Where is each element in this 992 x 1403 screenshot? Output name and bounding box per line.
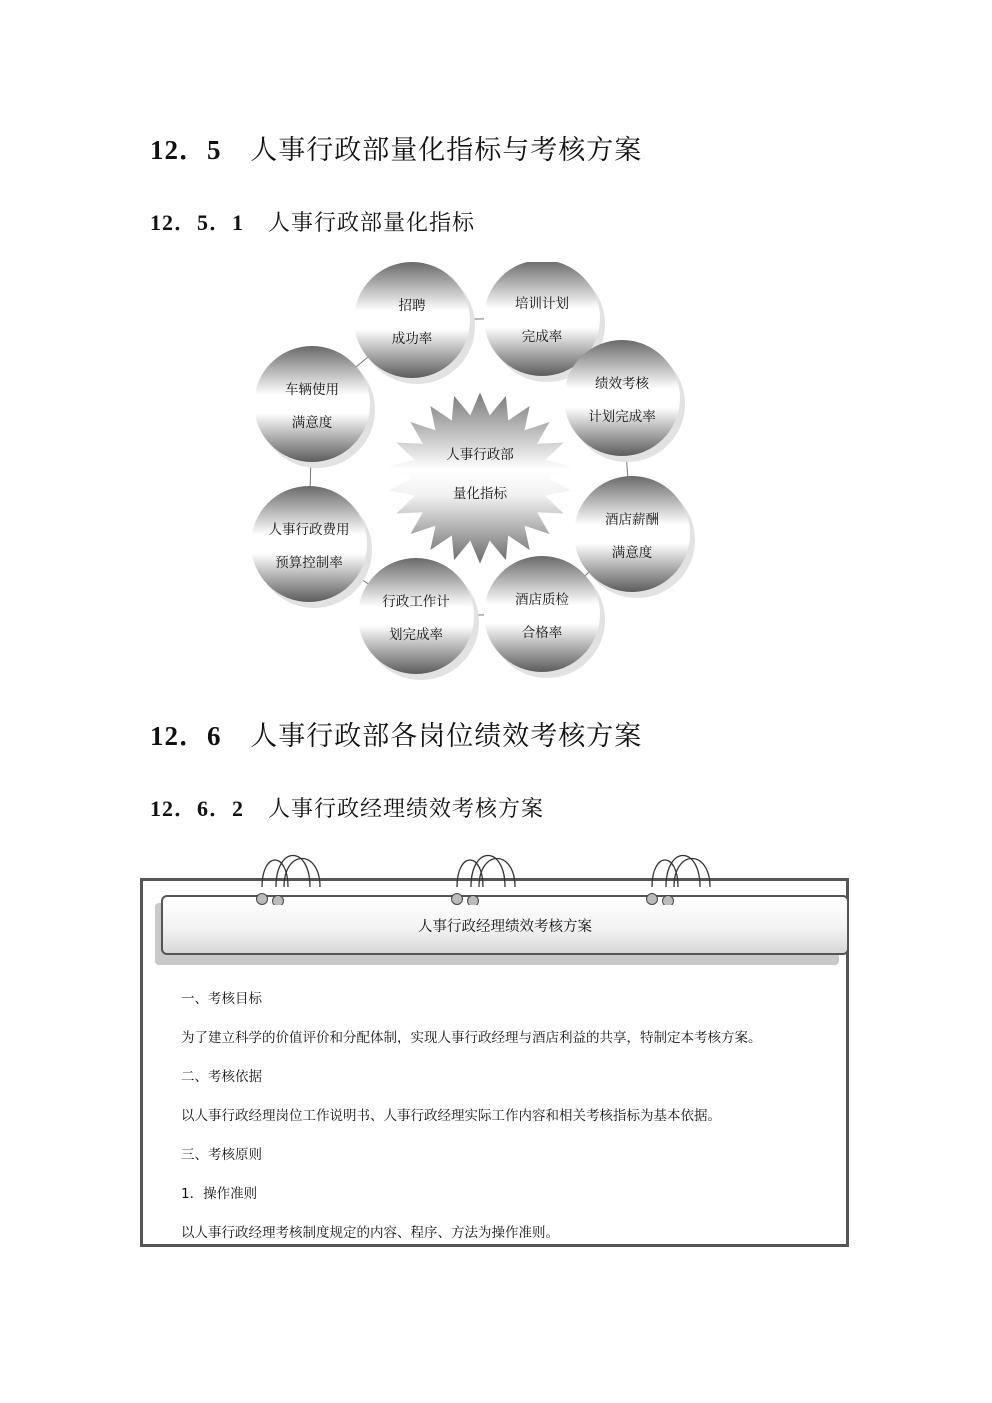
heading-number: 12．6．2 [150, 796, 245, 821]
kpi-node [564, 340, 685, 462]
section-2-text: 以人事行政经理岗位工作说明书、人事行政经理实际工作内容和相关考核指标为基本依据。 [181, 1108, 721, 1124]
heading-number: 12．6 [150, 721, 222, 751]
kpi-node [574, 476, 695, 598]
heading-12-6-2 [150, 792, 544, 823]
kpi-node [254, 346, 375, 468]
kpi-node-label-line2: 成功率 [391, 331, 433, 347]
kpi-node-ball [251, 486, 367, 602]
section-1-heading: 一、考核目标 [181, 991, 262, 1007]
section-3-text: 以人事行政经理考核制度规定的内容、程序、方法为操作准则。 [181, 1225, 559, 1241]
kpi-node-label-line2: 满意度 [611, 545, 653, 561]
kpi-node-ball [564, 340, 680, 456]
kpi-node-label-line2: 完成率 [521, 329, 563, 345]
kpi-node-label-line1: 酒店薪酬 [605, 512, 659, 528]
kpi-cycle-diagram [240, 262, 720, 692]
section-3-item: 1．操作准则 [181, 1186, 258, 1202]
kpi-node-label-line1: 绩效考核 [595, 376, 649, 392]
center-label-line1: 人事行政部 [446, 447, 514, 463]
heading-12-5-1 [150, 206, 475, 237]
kpi-node-ball [574, 476, 690, 592]
kpi-node-label-line2: 计划完成率 [588, 409, 656, 425]
heading-12-5 [150, 128, 642, 167]
heading-number: 12．5 [150, 135, 222, 165]
kpi-node-label-line1: 人事行政费用 [268, 522, 350, 538]
heading-number: 12．5．1 [150, 210, 245, 235]
section-1-text: 为了建立科学的价值评价和分配体制，实现人事行政经理与酒店利益的共享，特制定本考核方案。 [181, 1030, 762, 1046]
kpi-node-label-line1: 培训计划 [515, 296, 569, 312]
kpi-node [354, 262, 475, 384]
kpi-node-label-line2: 满意度 [291, 415, 333, 431]
heading-text: 人事行政经理绩效考核方案 [268, 797, 545, 822]
kpi-node-ball [358, 558, 474, 674]
heading-text: 人事行政部量化指标 [268, 211, 476, 236]
section-3-heading: 三、考核原则 [181, 1147, 262, 1163]
plan-box [140, 878, 849, 1247]
center-star [389, 392, 571, 563]
heading-12-6 [150, 714, 642, 753]
kpi-node-label-line2: 预算控制率 [275, 555, 343, 571]
heading-text: 人事行政部量化指标与考核方案 [250, 135, 643, 166]
kpi-node-ball [254, 346, 370, 462]
center-label-line2: 量化指标 [453, 486, 507, 502]
kpi-node-label-line1: 招聘 [398, 298, 426, 314]
kpi-node-ball [354, 262, 470, 378]
kpi-node-ball [484, 556, 600, 672]
kpi-node-label-line2: 划完成率 [389, 627, 443, 643]
kpi-node-label-line1: 行政工作计 [382, 594, 450, 610]
kpi-node-label-line2: 合格率 [521, 625, 563, 641]
section-2-heading: 二、考核依据 [181, 1069, 262, 1085]
binder-ring-icon [248, 841, 338, 905]
kpi-node [358, 558, 479, 680]
kpi-node-label-line1: 酒店质检 [515, 592, 569, 608]
binder-ring-icon [638, 841, 728, 905]
plan-title: 人事行政经理绩效考核方案 [418, 918, 592, 935]
binder-ring-icon [443, 841, 533, 905]
kpi-node [251, 486, 372, 608]
heading-text: 人事行政部各岗位绩效考核方案 [250, 721, 643, 752]
kpi-node-label-line1: 车辆使用 [285, 382, 339, 398]
